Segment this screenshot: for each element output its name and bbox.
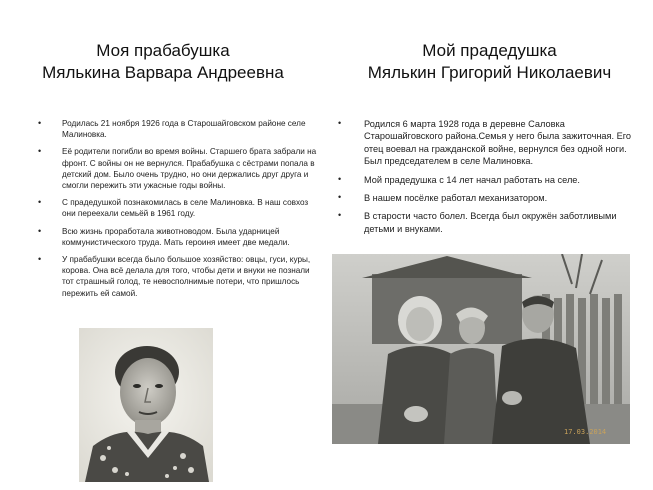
- right-title: [326, 40, 653, 84]
- left-list-item-text: У прабабушки всегда было большое хозяйство: овцы, гуси, куры, корова. Она всё делала для того, чтобы дети и внуки не познали тот страшный голод, те невосполнимые потери, что пришлось пережить ей самой.: [62, 255, 311, 298]
- bullet-icon: •: [338, 210, 342, 221]
- right-list-item: [338, 210, 633, 235]
- great-grandmother-photo: [79, 328, 213, 482]
- right-list-item-text: В старости часто болел. Всегда был окружён заботливыми детьми и внуками.: [364, 211, 617, 234]
- svg-text:17.03.2014: 17.03.2014: [564, 428, 607, 436]
- right-list-item-text: В нашем посёлке работал механизатором.: [364, 193, 548, 204]
- left-list-item: [38, 197, 320, 219]
- left-list-item: [38, 118, 320, 140]
- bullet-icon: •: [38, 197, 42, 208]
- right-list-item-text: Родился 6 марта 1928 года в деревне Саловка Старошайговского района.Семья у него была зажиточная. Его отец воевал на гражданской войне, вернулся без одной ноги. Был председателем в селе Малиновка.: [364, 119, 632, 167]
- bullet-icon: •: [38, 146, 42, 157]
- left-list-item-text: С прадедушкой познакомилась в селе Малиновка. В наш совхоз они переехали семьёй в 1961 году.: [62, 198, 309, 219]
- bullet-icon: •: [338, 118, 342, 128]
- right-list-item: [338, 192, 633, 204]
- bullet-icon: •: [38, 225, 42, 236]
- right-list-item-text: Мой прадедушка с 14 лет начал работать на селе.: [364, 174, 580, 185]
- right-list-item: [338, 118, 633, 168]
- bullet-icon: •: [38, 254, 42, 265]
- left-title-line1: Моя прабабушка: [96, 41, 230, 60]
- left-list-item: [38, 226, 320, 248]
- right-title-line1: Мой прадедушка: [422, 41, 557, 60]
- bullet-icon: •: [38, 118, 42, 128]
- left-list-item-text: Родилась 21 ноября 1926 года в Старошайговском районе селе Малиновка.: [62, 119, 306, 140]
- bullet-icon: •: [338, 173, 342, 184]
- bullet-icon: •: [338, 192, 342, 203]
- right-bullet-list: [338, 118, 633, 241]
- left-bullet-list: [38, 118, 320, 305]
- left-title: [0, 40, 326, 84]
- left-list-item-text: Всю жизнь проработала животноводом. Была ударницей коммунистического труда. Мать героиня имеет две медали.: [62, 226, 290, 247]
- right-list-item: [338, 174, 633, 186]
- left-title-line2: Мялькина Варвара Андреевна: [42, 63, 284, 82]
- left-list-item-text: Её родители погибли во время войны. Старшего брата забрали на фронт. С войны он не вернулся. Прабабушка с сёстрами попала в детский дом. Было очень трудно, но они держались друг друга и смогли пережить эти ужасные годы войны.: [62, 147, 317, 191]
- family-group-photo: [332, 254, 630, 444]
- right-title-line2: Мялькин Григорий Николаевич: [367, 63, 612, 82]
- left-list-item: [38, 146, 320, 191]
- left-list-item: [38, 254, 320, 299]
